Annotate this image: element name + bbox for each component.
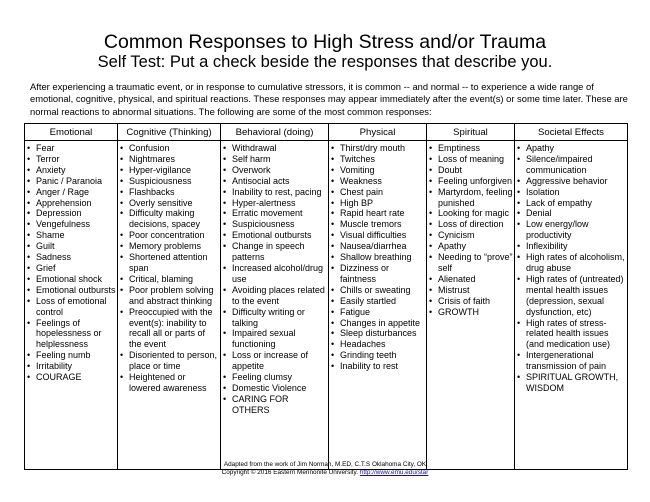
response-item: • Anxiety — [26, 165, 116, 176]
response-item: • Doubt — [428, 165, 513, 176]
response-item: • Headaches — [330, 339, 425, 350]
response-item: • Terror — [26, 154, 116, 165]
response-item: • Apathy — [428, 241, 513, 252]
response-item: • Antisocial acts — [222, 176, 327, 187]
column-header-cognitive: Cognitive (Thinking) — [118, 124, 221, 141]
response-item: • Grinding teeth — [330, 350, 425, 361]
response-item: • Muscle tremors — [330, 219, 425, 230]
response-item: • Grief — [26, 263, 116, 274]
column-cell-behavioral — [221, 141, 329, 470]
page-subtitle: Self Test: Put a check beside the responses that describe you. — [97, 53, 553, 71]
response-item: • Feeling clumsy — [222, 372, 327, 383]
response-item: • Looking for magic — [428, 208, 513, 219]
response-item: • Increased alcohol/drug use — [222, 263, 327, 285]
physical-list — [330, 143, 425, 372]
response-item: • Twitches — [330, 154, 425, 165]
response-item: • Overly sensitive — [119, 198, 219, 209]
response-item: • Silence/impaired communication — [516, 154, 626, 176]
column-header-behavioral: Behavioral (doing) — [221, 124, 329, 141]
response-item: • Nausea/diarrhea — [330, 241, 425, 252]
response-item: • Emptiness — [428, 143, 513, 154]
response-item: • Changes in appetite — [330, 318, 425, 329]
response-item: • Flashbacks — [119, 187, 219, 198]
column-cell-emotional — [25, 141, 118, 470]
response-item: • Loss of meaning — [428, 154, 513, 165]
spiritual-list — [428, 143, 513, 318]
response-item: • Loss of direction — [428, 219, 513, 230]
response-item: • Martyrdom, feeling punished — [428, 187, 513, 209]
response-item: • Confusion — [119, 143, 219, 154]
table-body-row — [25, 141, 628, 470]
response-item: • Nightmares — [119, 154, 219, 165]
response-item: • Critical, blaming — [119, 274, 219, 285]
response-item: • Overwork — [222, 165, 327, 176]
response-item: • Poor problem solving and abstract thinking — [119, 285, 219, 307]
response-item: • Change in speech patterns — [222, 241, 327, 263]
response-item: • Chills or sweating — [330, 285, 425, 296]
response-item: • Apprehension — [26, 198, 116, 209]
response-item: • Feelings of hopelessness or helplessness — [26, 318, 116, 351]
response-item: • Loss of emotional control — [26, 296, 116, 318]
response-item: • Withdrawal — [222, 143, 327, 154]
response-item: • Alienated — [428, 274, 513, 285]
response-item: • Emotional outbursts — [222, 230, 327, 241]
column-cell-spiritual — [427, 141, 515, 470]
response-item: • Chest pain — [330, 187, 425, 198]
response-item: • Sleep disturbances — [330, 328, 425, 339]
response-item: • Loss or increase of appetite — [222, 350, 327, 372]
response-item: • High BP — [330, 198, 425, 209]
response-item: • Depression — [26, 208, 116, 219]
response-item: • Inability to rest — [330, 361, 425, 372]
response-item: • Rapid heart rate — [330, 208, 425, 219]
response-item: • Hyper-alertness — [222, 198, 327, 209]
column-header-physical: Physical — [329, 124, 427, 141]
response-item: • Irritability — [26, 361, 116, 372]
responses-table — [24, 123, 628, 470]
column-cell-cognitive — [118, 141, 221, 470]
response-item: • Feeling unforgiven — [428, 176, 513, 187]
response-item: • Panic / Paranoia — [26, 176, 116, 187]
page-title: Common Responses to High Stress and/or Trauma — [103, 31, 547, 53]
cognitive-list — [119, 143, 219, 394]
footer-credit: Adapted from the work of Jim Norman, M.ED, C.T.S Oklahoma City, OK — [223, 461, 427, 468]
response-item: • Hyper-vigilance — [119, 165, 219, 176]
response-item: • Poor concentration — [119, 230, 219, 241]
table-header-row — [25, 124, 628, 141]
response-item: • Disoriented to person, place or time — [119, 350, 219, 372]
response-item: • Isolation — [516, 187, 626, 198]
response-item: • Crisis of faith — [428, 296, 513, 307]
response-item: • Feeling numb — [26, 350, 116, 361]
response-item: • Emotional shock — [26, 274, 116, 285]
response-item: • Cynicism — [428, 230, 513, 241]
response-item: • Heightened or lowered awareness — [119, 372, 219, 394]
response-item: • Difficulty making decisions, spacey — [119, 208, 219, 230]
response-item: • Fatigue — [330, 307, 425, 318]
response-item: • Visual difficulties — [330, 230, 425, 241]
response-item: • SPIRITUAL GROWTH, WISDOM — [516, 372, 626, 394]
response-item: • Easily startled — [330, 296, 425, 307]
response-item: • Guilt — [26, 241, 116, 252]
response-item: • Vomiting — [330, 165, 425, 176]
response-item: • Domestic Violence — [222, 383, 327, 394]
response-item: • Vengefulness — [26, 219, 116, 230]
footer-copyright — [0, 469, 650, 477]
response-item: • Aggressive behavior — [516, 176, 626, 187]
response-item: • Emotional outbursts — [26, 285, 116, 296]
response-item: • High rates of alcoholism, drug abuse — [516, 252, 626, 274]
response-item: • Sadness — [26, 252, 116, 263]
response-item: • Lack of empathy — [516, 198, 626, 209]
response-item: • Dizziness or faintness — [330, 263, 425, 285]
response-item: • Memory problems — [119, 241, 219, 252]
response-item: • COURAGE — [26, 372, 116, 383]
response-item: • Intergenerational transmission of pain — [516, 350, 626, 372]
emu-star-link[interactable]: http://www.emu.edu/star — [359, 469, 429, 476]
response-item: • Difficulty writing or talking — [222, 307, 327, 329]
response-item: • Shortened attention span — [119, 252, 219, 274]
footer — [0, 461, 650, 477]
response-item: • Shame — [26, 230, 116, 241]
societal-list — [516, 143, 626, 394]
response-item: • Avoiding places related to the event — [222, 285, 327, 307]
response-item: • Apathy — [516, 143, 626, 154]
column-header-emotional: Emotional — [25, 124, 118, 141]
response-item: • Weakness — [330, 176, 425, 187]
response-item: • Suspiciousness — [119, 176, 219, 187]
response-item: • Preoccupied with the event(s): inability to recall all or parts of the event — [119, 307, 219, 351]
response-item: • GROWTH — [428, 307, 513, 318]
intro-paragraph: After experiencing a traumatic event, or in response to cumulative stressors, it is common -- and normal -- to experience a wide range of emotional, cognitive, physical, and spiritual reactions. These responses may appear immediately after the event(s) or some time later. These are normal reactions to abnormal situations. The following are some of the most common responses: — [30, 81, 628, 117]
response-item: • Inflexibility — [516, 241, 626, 252]
response-item: • Self harm — [222, 154, 327, 165]
response-item: • Anger / Rage — [26, 187, 116, 198]
response-item: • High rates of (untreated) mental health issues (depression, sexual dysfunction, etc) — [516, 274, 626, 318]
response-item: • Impaired sexual functioning — [222, 328, 327, 350]
response-item: • Fear — [26, 143, 116, 154]
emotional-list — [26, 143, 116, 383]
response-item: • Denial — [516, 208, 626, 219]
column-header-societal: Societal Effects — [515, 124, 628, 141]
response-item: • Shallow breathing — [330, 252, 425, 263]
column-cell-societal — [515, 141, 628, 470]
behavioral-list — [222, 143, 327, 416]
response-item: • Low energy/low productivity — [516, 219, 626, 241]
response-item: • Thirst/dry mouth — [330, 143, 425, 154]
response-item: • Inability to rest, pacing — [222, 187, 327, 198]
response-item: • High rates of stress-related health issues (and medication use) — [516, 318, 626, 351]
response-item: • Erratic movement — [222, 208, 327, 219]
response-item: • Needing to “prove” self — [428, 252, 513, 274]
response-item: • Suspiciousness — [222, 219, 327, 230]
response-item: • Mistrust — [428, 285, 513, 296]
column-cell-physical — [329, 141, 427, 470]
copyright-text: Copyright © 2016 Eastern Mennonite University. — [221, 469, 360, 476]
column-header-spiritual: Spiritual — [427, 124, 515, 141]
response-item: • CARING FOR OTHERS — [222, 394, 327, 416]
